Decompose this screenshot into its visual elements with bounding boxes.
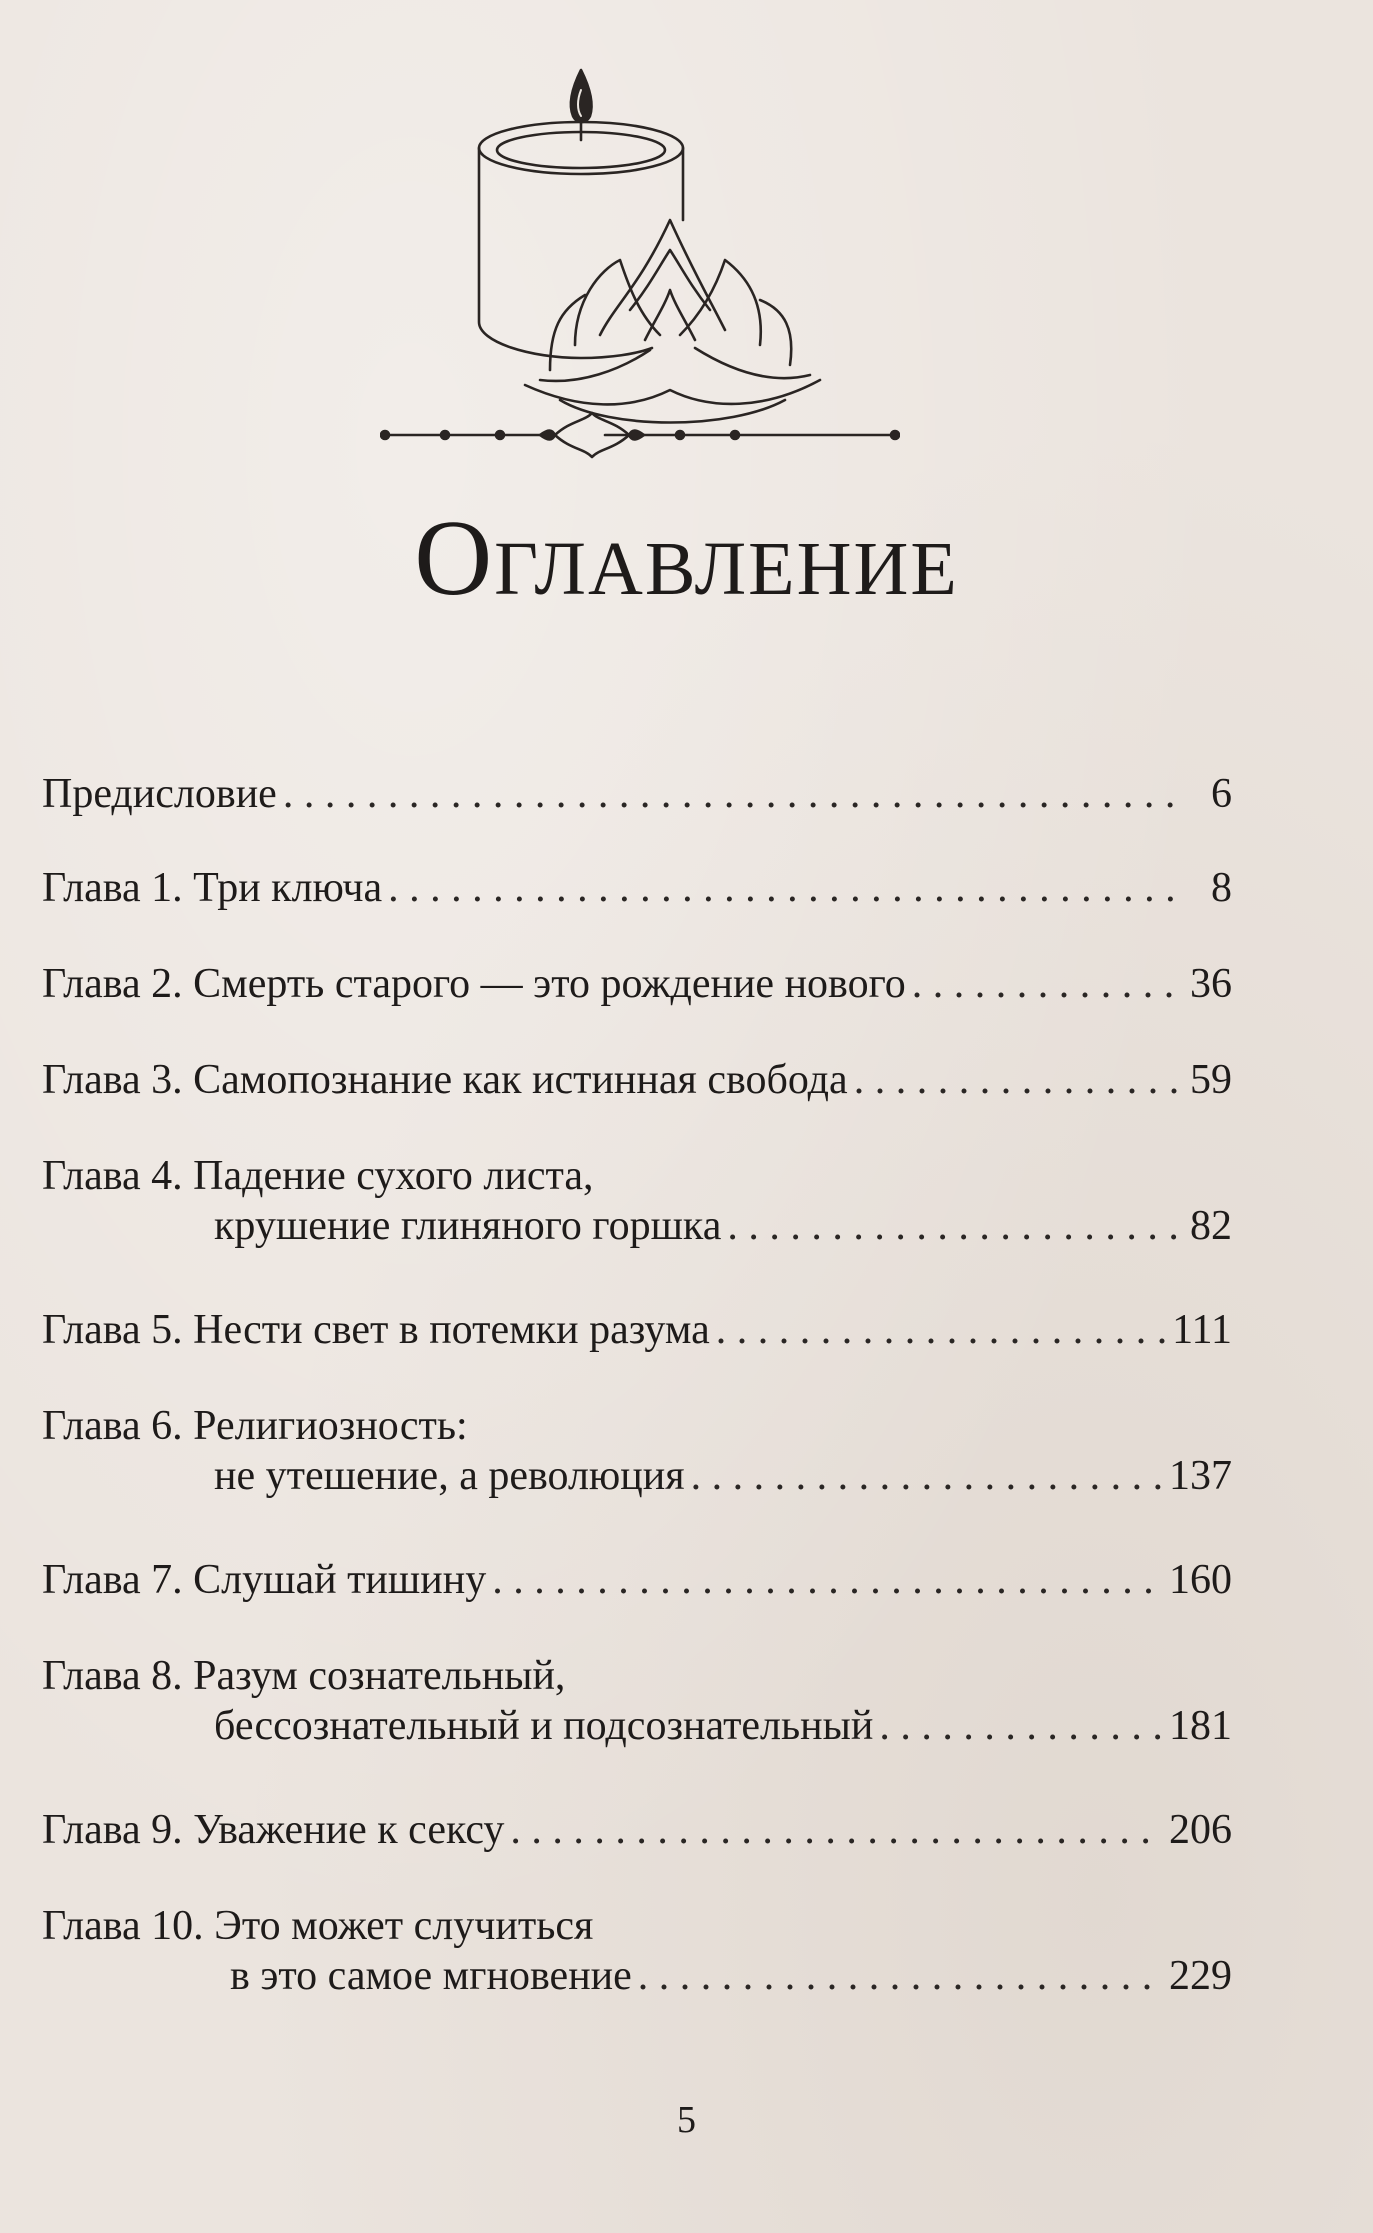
toc-page-number: 160 — [1169, 1557, 1232, 1603]
leader-dots — [388, 864, 1186, 912]
toc-entry-title-continued: бессознательный и подсознательный — [214, 1703, 874, 1749]
toc-entry-chapter-3[interactable] — [42, 1056, 1232, 1104]
leader-dots — [716, 1306, 1166, 1354]
toc-page-number: 59 — [1190, 1057, 1232, 1103]
leader-dots — [283, 770, 1186, 818]
page-title: Оглавление — [414, 499, 959, 618]
toc-entry-title: Глава 7. Слушай тишину — [42, 1557, 487, 1603]
toc-entry-chapter-4[interactable] — [42, 1152, 1232, 1250]
toc-entry-title: Глава 1. Три ключа — [42, 865, 383, 911]
toc-entry-title: Глава 8. Разум сознательный, — [42, 1653, 566, 1699]
toc-page-number: 8 — [1211, 865, 1232, 911]
toc-entry-chapter-7[interactable] — [42, 1556, 1232, 1604]
toc-entry-title: Глава 3. Самопознание как истинная свобода — [42, 1057, 848, 1103]
toc-entry-chapter-8[interactable] — [42, 1652, 1232, 1750]
toc-page-number: 206 — [1169, 1807, 1232, 1853]
toc-entry-title-continued: крушение глиняного горшка — [214, 1203, 722, 1249]
leader-dots — [492, 1556, 1163, 1604]
toc-entry-chapter-2[interactable] — [42, 960, 1232, 1008]
leader-dots — [510, 1806, 1163, 1854]
toc-entry-chapter-1[interactable] — [42, 864, 1232, 912]
toc-page-number: 6 — [1211, 771, 1232, 817]
toc-entry-title-continued: в это самое мгновение — [230, 1953, 632, 1999]
toc-page-number: 137 — [1169, 1453, 1232, 1499]
toc-entry-title-continued: не утешение, а революция — [214, 1453, 685, 1499]
leader-dots — [727, 1202, 1184, 1250]
toc-page-number: 229 — [1169, 1953, 1232, 1999]
toc-entry-title: Глава 2. Смерть старого — это рождение нового — [42, 961, 906, 1007]
toc-entry-chapter-6[interactable] — [42, 1402, 1232, 1500]
page-number-footer: 5 — [677, 2099, 696, 2141]
toc-entry-preface[interactable] — [42, 770, 1232, 818]
candle-lotus-icon — [380, 60, 900, 480]
toc-entry-title: Предисловие — [42, 771, 277, 817]
toc-entry-title: Глава 10. Это может случиться — [42, 1903, 594, 1949]
toc-entry-chapter-5[interactable] — [42, 1306, 1232, 1354]
toc-entry-title: Глава 4. Падение сухого листа, — [42, 1153, 594, 1199]
leader-dots — [912, 960, 1184, 1008]
toc-entry-chapter-9[interactable] — [42, 1806, 1232, 1854]
leader-dots — [638, 1952, 1163, 2000]
toc-page-number: 36 — [1190, 961, 1232, 1007]
leader-dots — [691, 1452, 1163, 1500]
leader-dots — [879, 1702, 1163, 1750]
toc-page-number: 181 — [1169, 1703, 1232, 1749]
toc-entry-title: Глава 9. Уважение к сексу — [42, 1807, 505, 1853]
toc-entry-chapter-10[interactable] — [42, 1902, 1232, 2000]
toc-entry-title: Глава 6. Религиозность: — [42, 1403, 468, 1449]
toc-entry-title: Глава 5. Нести свет в потемки разума — [42, 1307, 710, 1353]
toc-page-number: 82 — [1190, 1203, 1232, 1249]
toc-page-number: 111 — [1172, 1307, 1232, 1353]
leader-dots — [854, 1056, 1184, 1104]
